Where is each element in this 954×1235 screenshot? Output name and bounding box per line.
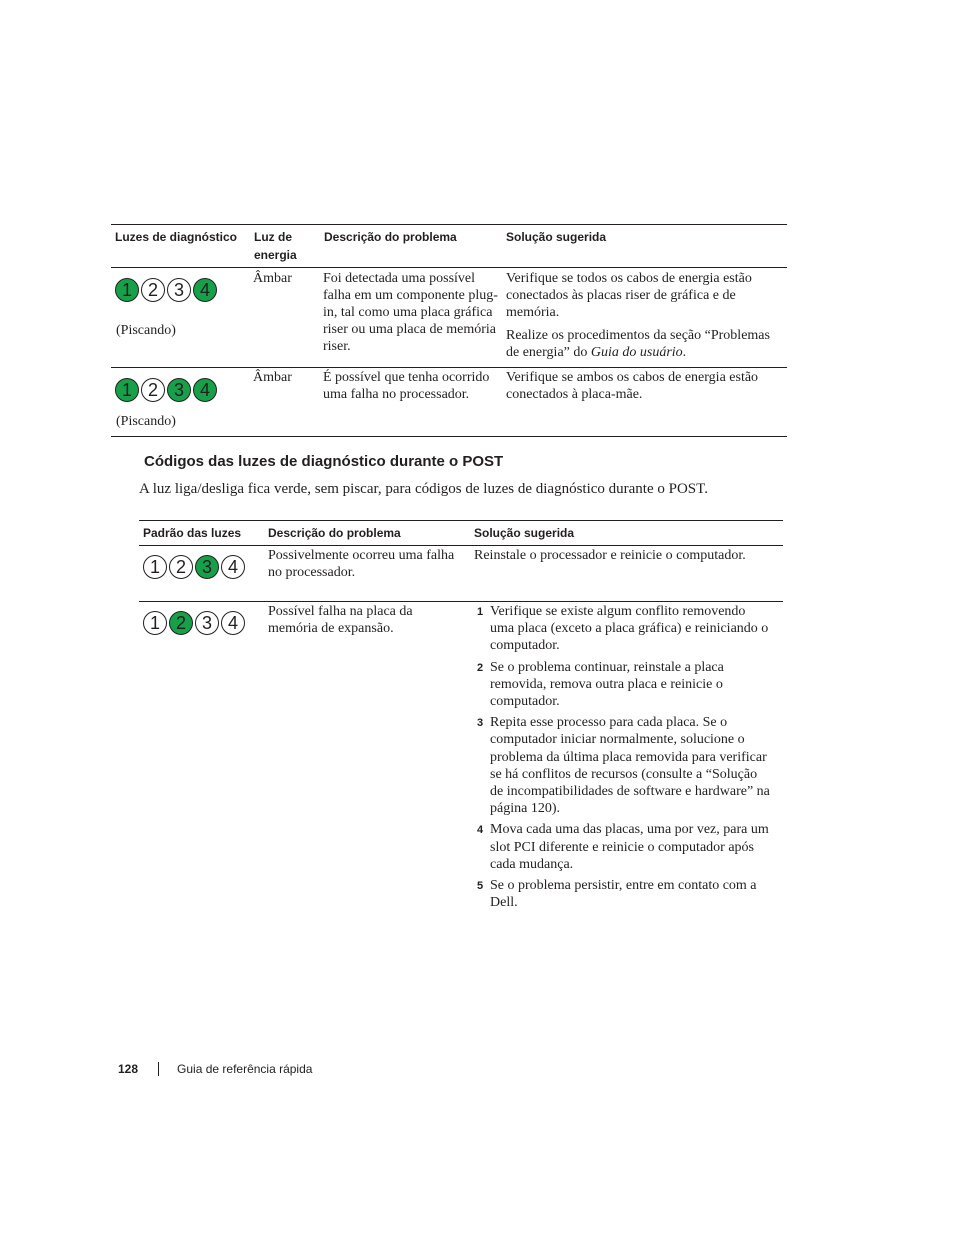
header-diagnostic-lights: Luzes de diagnóstico bbox=[115, 230, 238, 244]
led-1-icon: 1 bbox=[143, 611, 167, 635]
step-number: 2 bbox=[477, 661, 484, 674]
suggested-solution bbox=[474, 603, 772, 915]
led-2-icon: 2 bbox=[141, 378, 165, 402]
step-text: Se o problema persistir, entre em contato com a Dell. bbox=[490, 878, 757, 911]
diagnostic-led-pattern bbox=[143, 555, 245, 579]
diagnostic-led-pattern bbox=[115, 378, 217, 402]
blink-state: (Piscando) bbox=[116, 323, 176, 338]
document-title: Guia de referência rápida bbox=[177, 1062, 313, 1076]
solution-steps bbox=[474, 603, 772, 911]
led-1-icon: 1 bbox=[115, 278, 139, 302]
post-light-codes-table bbox=[139, 520, 783, 912]
table-header bbox=[139, 520, 783, 546]
solution-text: . bbox=[682, 345, 687, 360]
led-1-icon: 1 bbox=[143, 555, 167, 579]
section-intro: A luz liga/desliga fica verde, sem piscar, para códigos de luzes de diagnóstico durante o POST. bbox=[139, 481, 708, 497]
step-number: 4 bbox=[477, 824, 484, 837]
led-4-icon: 4 bbox=[193, 378, 217, 402]
page-number: 128 bbox=[118, 1062, 139, 1076]
table-header bbox=[111, 224, 787, 268]
problem-description: Possivelmente ocorreu uma falha no processador. bbox=[268, 548, 455, 580]
header-suggested-solution: Solução sugerida bbox=[506, 230, 607, 244]
section-heading: Códigos das luzes de diagnóstico durante o POST bbox=[144, 453, 504, 470]
step-number: 3 bbox=[477, 717, 484, 730]
header-suggested-solution: Solução sugerida bbox=[474, 526, 575, 540]
header-power-light: Luz de energia bbox=[254, 230, 297, 262]
diagnostic-led-pattern bbox=[115, 278, 217, 302]
header-light-pattern: Padrão das luzes bbox=[143, 526, 242, 540]
power-light-color: Âmbar bbox=[253, 271, 292, 286]
step-text: Mova cada uma das placas, uma por vez, para um slot PCI diferente e reinicie o computador após cada mudança. bbox=[490, 822, 769, 872]
page-footer bbox=[118, 1062, 312, 1076]
led-4-icon: 4 bbox=[221, 611, 245, 635]
step-text: Se o problema continuar, reinstale a placa removida, remova outra placa e reinicie o computador. bbox=[490, 659, 724, 710]
step-text: Verifique se existe algum conflito removendo uma placa (exceto a placa gráfica) e reiniciando o computador. bbox=[490, 604, 769, 654]
solution-text: Realize os procedimentos da seção “Problemas de energia” do bbox=[506, 328, 770, 360]
list-item bbox=[474, 603, 772, 655]
led-3-icon: 3 bbox=[195, 611, 219, 635]
header-problem-description: Descrição do problema bbox=[324, 230, 457, 244]
suggested-solution: Verifique se ambos os cabos de energia estão conectados à placa-mãe. bbox=[506, 370, 759, 402]
problem-description: Possível falha na placa da memória de expansão. bbox=[268, 604, 413, 636]
table-row bbox=[111, 368, 787, 437]
led-1-icon: 1 bbox=[115, 378, 139, 402]
suggested-solution bbox=[506, 270, 782, 367]
diagnostic-lights-table bbox=[111, 224, 787, 437]
led-3-icon: 3 bbox=[167, 378, 191, 402]
led-2-icon: 2 bbox=[169, 611, 193, 635]
list-item bbox=[474, 659, 772, 711]
suggested-solution: Reinstale o processador e reinicie o computador. bbox=[474, 548, 746, 563]
table-row bbox=[139, 546, 783, 602]
diagnostic-led-pattern bbox=[143, 611, 245, 635]
led-4-icon: 4 bbox=[193, 278, 217, 302]
header-problem-description: Descrição do problema bbox=[268, 526, 401, 540]
power-light-color: Âmbar bbox=[253, 370, 292, 385]
table-row bbox=[139, 602, 783, 912]
list-item bbox=[474, 877, 772, 911]
led-4-icon: 4 bbox=[221, 555, 245, 579]
list-item bbox=[474, 821, 772, 873]
led-2-icon: 2 bbox=[141, 278, 165, 302]
step-number: 5 bbox=[477, 880, 484, 893]
solution-paragraph: Verifique se todos os cabos de energia estão conectados às placas riser de gráfica e de memória. bbox=[506, 271, 752, 320]
step-number: 1 bbox=[477, 606, 484, 618]
users-guide-title: Guia do usuário bbox=[590, 345, 683, 360]
list-item bbox=[474, 714, 772, 817]
solution-paragraph bbox=[506, 327, 782, 361]
problem-description: É possível que tenha ocorrido uma falha no processador. bbox=[323, 370, 490, 402]
blink-state: (Piscando) bbox=[116, 414, 176, 429]
led-3-icon: 3 bbox=[167, 278, 191, 302]
step-text: Repita esse processo para cada placa. Se o computador iniciar normalmente, solucione o problema da última placa removida para verificar se há conflitos de recursos (consulte a “Solução de incompatibilidades de software e hardware” na página 120). bbox=[490, 715, 770, 817]
problem-description: Foi detectada uma possível falha em um componente plug-in, tal como uma placa gráfica riser ou uma placa de memória riser. bbox=[323, 271, 498, 354]
led-3-icon: 3 bbox=[195, 555, 219, 579]
footer-divider bbox=[158, 1062, 159, 1076]
led-2-icon: 2 bbox=[169, 555, 193, 579]
table-row bbox=[111, 268, 787, 368]
